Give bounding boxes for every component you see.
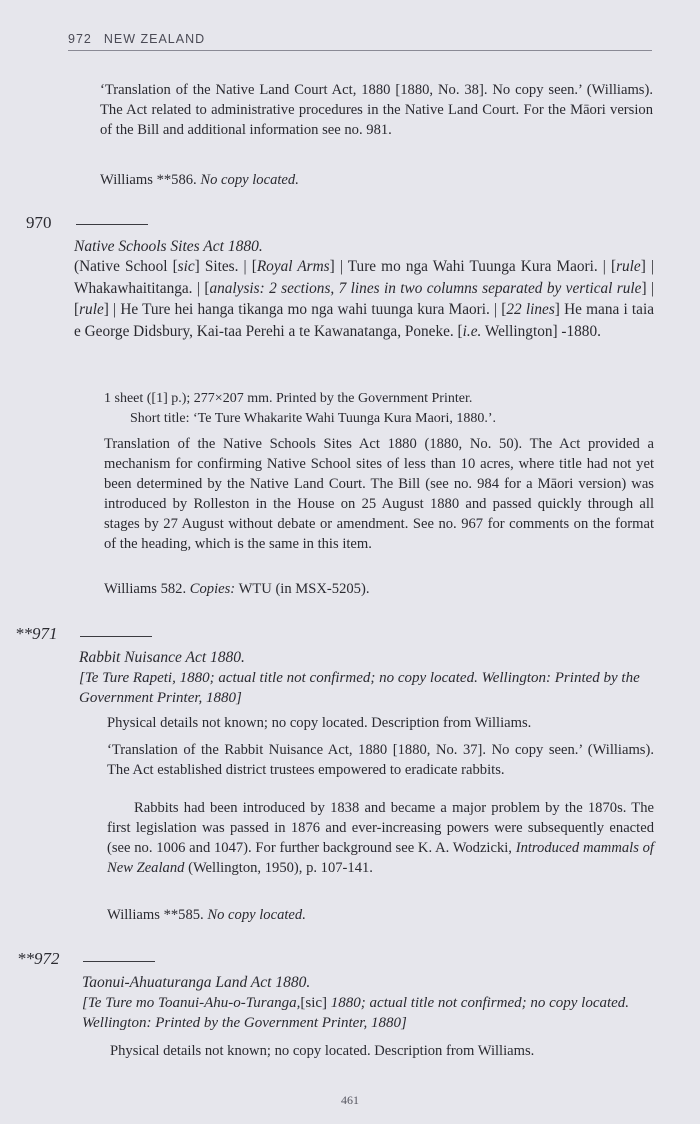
t970-royal-arms: Royal Arms — [256, 258, 330, 275]
entry-969-translation: ‘Translation of the Native Land Court Act, 1880 [1880, No. 38]. No copy seen.’ (Williams). The Act related to administrative procedures in the Native Land Court. For the Māori version of the Bill and additional information see no. 981. — [100, 82, 653, 138]
entry-970-copies-label: Copies: — [189, 581, 236, 597]
entry-970-physical: 1 sheet ([1] p.); 277×207 mm. Printed by the Government Printer. — [104, 391, 473, 406]
entry-971-note-post: (Wellington, 1950), p. 107-141. — [184, 860, 373, 876]
entry-972-number: **972 — [17, 949, 60, 968]
t970-ie: i.e. — [462, 322, 482, 340]
t970-analysis: analysis: 2 sections, 7 lines in two columns separated by vertical rule — [209, 279, 642, 297]
t970-rule-1: rule — [616, 258, 641, 275]
entry-971-ref-note: No copy located. — [207, 907, 306, 923]
t970-5: ] | [ — [74, 279, 654, 318]
entry-971-physical: Physical details not known; no copy located. Description from Williams. — [107, 715, 532, 731]
entry-969-ref: Williams **586. — [100, 172, 197, 188]
entry-972-rule — [83, 961, 155, 962]
entry-971-rule — [80, 636, 152, 637]
entry-971-ref: Williams **585. — [107, 907, 204, 923]
entry-970-translation: Translation of the Native Schools Sites Act 1880 (1880, No. 50). The Act provided a mechanism for confirming Native School sites of less than 10 acres, where title had not yet been determined by the Native Land Court. The Bill (see no. 984 for a Māori version) was introduced by Rolleston in the House on 25 August 1880 and passed quickly through all stages by 27 August without debate or amendment. See no. 967 for comments on the format of the heading, which is the same in this item. — [104, 436, 654, 552]
running-head-title: NEW ZEALAND — [103, 32, 206, 46]
entry-972-sic: [sic] — [300, 995, 328, 1011]
entry-970-ref: Williams 582. — [104, 581, 187, 597]
entry-971-number: **971 — [15, 624, 58, 643]
entry-971-note — [107, 798, 654, 878]
t970-sic: sic — [177, 258, 195, 275]
entry-970-number: 970 — [26, 213, 52, 232]
entry-970-title: Native Schools Sites Act 1880. — [74, 238, 263, 255]
entry-971-note-book-title: Introduced mammals of New Zealand — [107, 840, 654, 876]
t970-2: ] Sites. | [ — [194, 258, 257, 275]
entry-972-physical: Physical details not known; no copy located. Description from Williams. — [110, 1043, 535, 1059]
t970-lines: 22 lines — [506, 301, 555, 318]
entry-969-reference — [100, 170, 653, 190]
entry-970-reference — [104, 579, 654, 599]
entry-971-translation: ‘Translation of the Rabbit Nuisance Act, 1880 [1880, No. 37]. No copy seen.’ (Williams). The Act established district trustees empowered to eradicate rabbits. — [107, 742, 654, 778]
entry-971-bracket-title: [Te Ture Rapeti, 1880; actual title not confirmed; no copy located. Wellington: Printed by the Government Printer, 1880] — [79, 670, 640, 706]
entry-971-note-pre: Rabbits had been introduced by 1838 and became a major problem by the 1870s. The first legislation was passed in 1876 and ever-increasing powers were subsequently enacted (see no. 1006 and 1047). For further background see K. A. Wodzicki, — [107, 800, 654, 856]
entry-972-bracket-title — [82, 993, 654, 1033]
t970-rule-2: rule — [79, 301, 104, 318]
entry-970-rule — [76, 224, 148, 225]
entry-972-bracket-1: [Te Ture mo Toanui-Ahu-o-Turanga, — [82, 995, 301, 1011]
entry-971-reference — [107, 905, 654, 925]
t970-6: ] | He Ture hei hanga tikanga mo nga wahi tuunga kura Maori. | [ — [103, 301, 507, 318]
entry-969-ref-note: No copy located. — [200, 172, 299, 188]
running-head-page: 972 — [68, 32, 92, 46]
t970-1: (Native School [ — [74, 258, 178, 275]
entry-970-short-title: Short title: ‘Te Ture Whakarite Wahi Tuunga Kura Maori, 1880.’. — [130, 411, 497, 426]
t970-7: ] He mana i taia e George Didsbury, Kai-taa Perehi a te Kawanatanga, Poneke. [ — [74, 301, 654, 340]
entry-970-copies: WTU (in MSX-5205). — [238, 581, 370, 597]
entry-971-title: Rabbit Nuisance Act 1880. — [79, 649, 245, 666]
t970-3: ] | Ture mo nga Wahi Tuunga Kura Maori. | [ — [329, 258, 617, 275]
page-number: 461 — [341, 1093, 359, 1107]
running-head — [68, 32, 652, 51]
entry-972-bracket-2: 1880; actual title not confirmed; no copy located. Wellington: Printed by the Government Printer, 1880] — [82, 995, 630, 1031]
t970-8: Wellington] -1880. — [481, 322, 601, 340]
entry-970-transcription — [74, 256, 654, 342]
t970-4: ] | Whakawhaititanga. | [ — [74, 258, 654, 297]
entry-972-title: Taonui-Ahuaturanga Land Act 1880. — [82, 974, 311, 991]
